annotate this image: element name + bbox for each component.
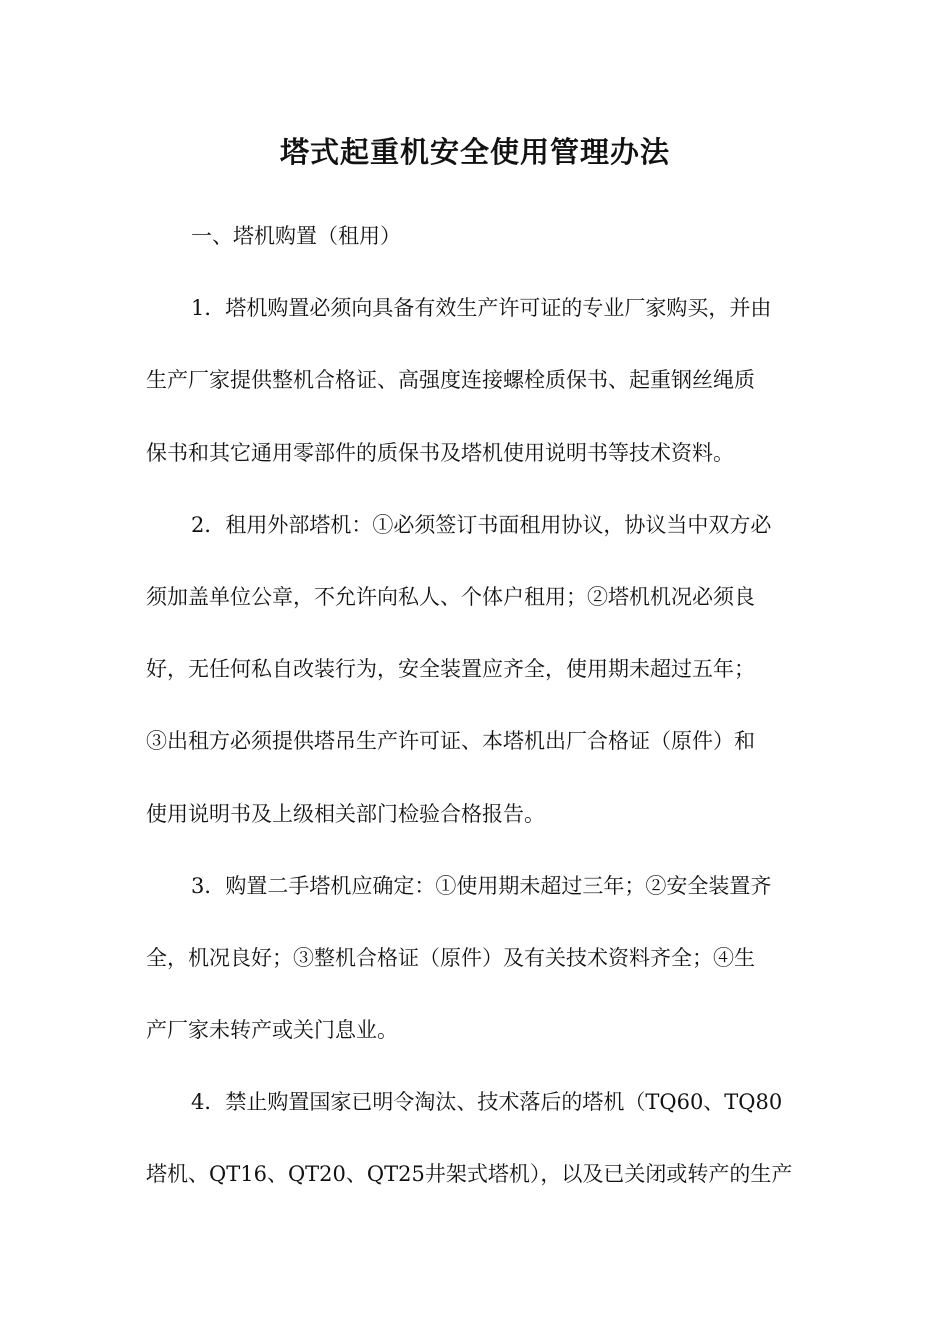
paragraph-1-line-2: 生产厂家提供整机合格证、高强度连接螺栓质保书、起重钢丝绳质 [146, 368, 755, 393]
paragraph-3-line-1: 3．购置二手塔机应确定：①使用期未超过三年；②安全装置齐 [191, 873, 772, 898]
document-title: 塔式起重机安全使用管理办法 [279, 135, 670, 169]
paragraph-2-line-3: 好，无任何私自改装行为，安全装置应齐全，使用期未超过五年； [146, 657, 755, 682]
paragraph-1-line-1: 1．塔机购置必须向具备有效生产许可证的专业厂家购买，并由 [191, 296, 772, 321]
document-body [146, 200, 810, 1211]
paragraph-2-line-4: ③出租方必须提供塔吊生产许可证、本塔机出厂合格证（原件）和 [146, 729, 755, 754]
section-heading-purchase: 一、塔机购置（租用） [191, 224, 401, 248]
paragraph-3-line-3: 产厂家未转产或关门息业。 [146, 1018, 398, 1043]
paragraph-2-line-2: 须加盖单位公章，不允许向私人、个体户租用；②塔机机况必须良 [146, 584, 755, 609]
paragraph-3-line-2: 全，机况良好；③整机合格证（原件）及有关技术资料齐全；④生 [146, 945, 755, 970]
paragraph-1-line-3: 保书和其它通用零部件的质保书及塔机使用说明书等技术资料。 [146, 440, 734, 465]
paragraph-4-line-1: 4．禁止购置国家已明令淘汰、技术落后的塔机（TQ60、TQ80 [191, 1090, 783, 1115]
paragraph-2-line-5: 使用说明书及上级相关部门检验合格报告。 [146, 801, 545, 826]
paragraph-2-line-1: 2．租用外部塔机：①必须签订书面租用协议，协议当中双方必 [191, 512, 772, 537]
paragraph-4-line-2: 塔机、QT16、QT20、QT25井架式塔机），以及已关闭或转产的生产 [146, 1162, 793, 1187]
